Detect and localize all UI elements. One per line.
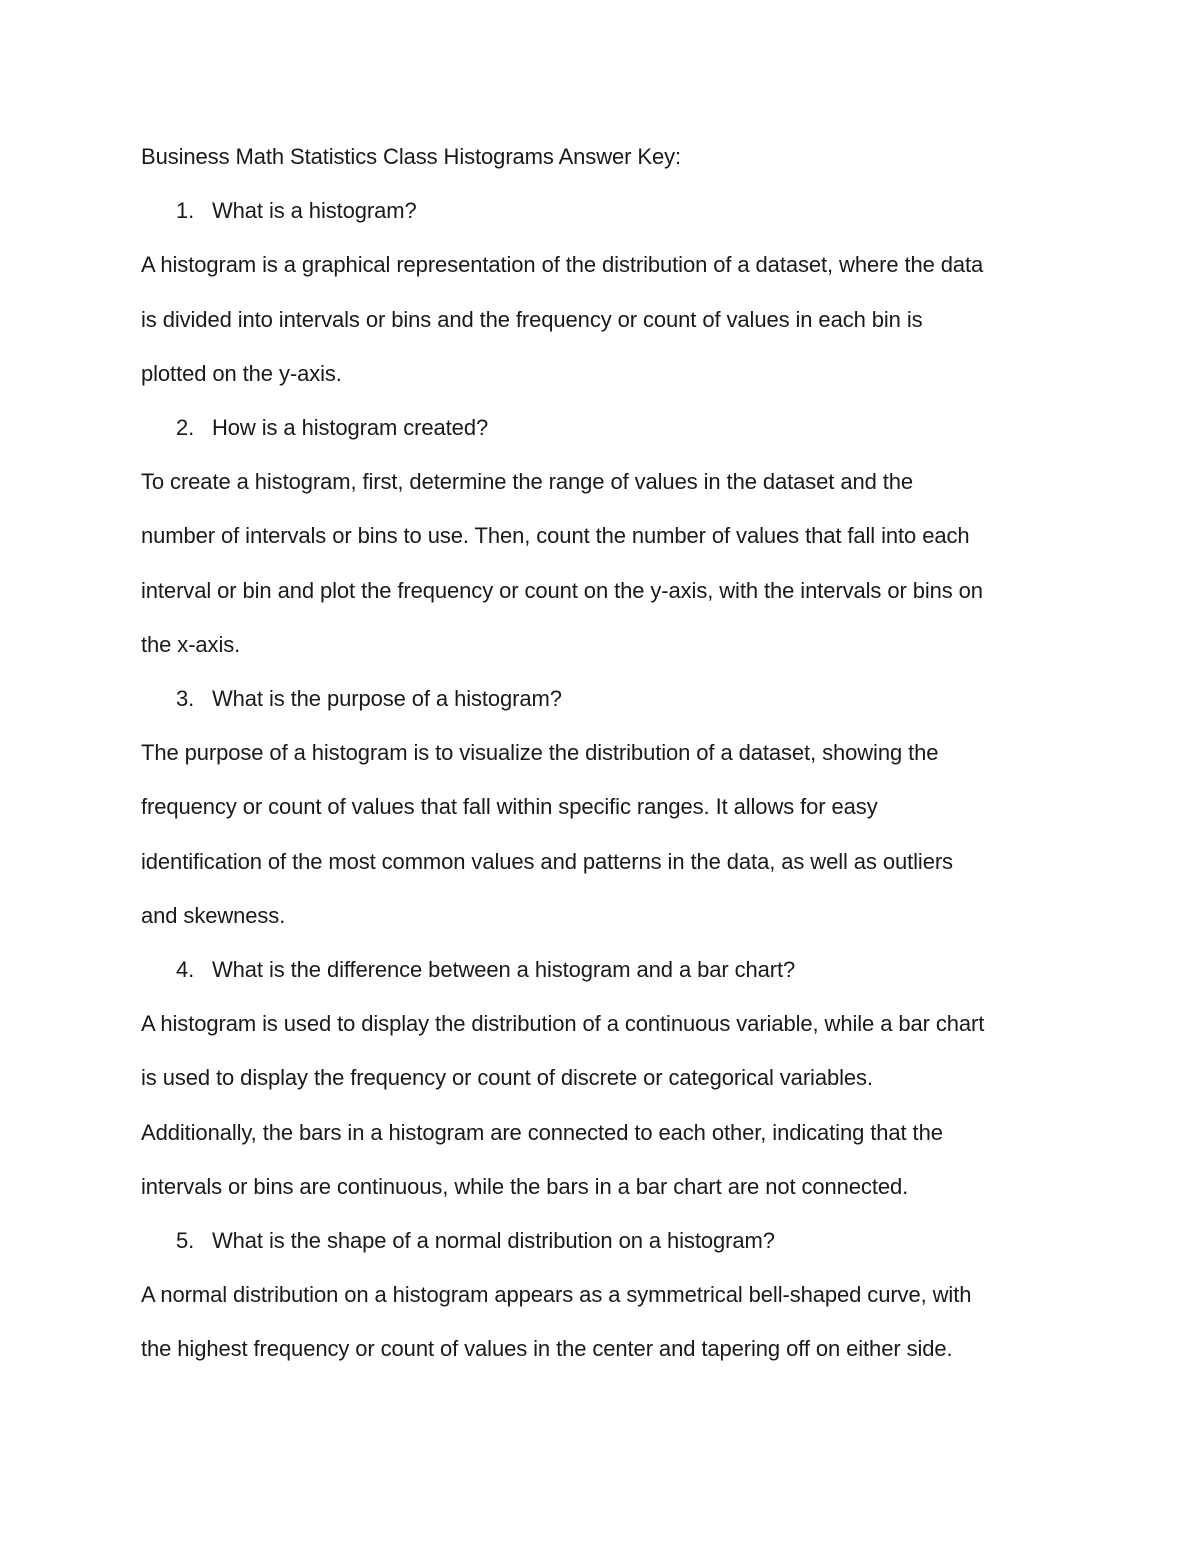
question-3 xyxy=(141,672,1071,726)
question-text: How is a histogram created? xyxy=(212,415,489,441)
answer-line: interval or bin and plot the frequency or count on the y-axis, with the intervals or bins on xyxy=(141,577,983,603)
answer-5 xyxy=(141,1268,1071,1376)
answer-line: Additionally, the bars in a histogram are connected to each other, indicating that the xyxy=(141,1119,943,1145)
document-title: Business Math Statistics Class Histograms Answer Key: xyxy=(141,144,681,169)
answer-line: the highest frequency or count of values in the center and tapering off on either side. xyxy=(141,1336,953,1362)
answer-line: To create a histogram, first, determine the range of values in the dataset and the xyxy=(141,469,914,495)
answer-line: is used to display the frequency or count of discrete or categorical variables. xyxy=(141,1065,873,1091)
question-text: What is the difference between a histogram and a bar chart? xyxy=(212,957,796,983)
question-text: What is a histogram? xyxy=(212,198,417,224)
answer-line: The purpose of a histogram is to visualize the distribution of a dataset, showing the xyxy=(141,740,939,766)
answer-line: frequency or count of values that fall within specific ranges. It allows for easy xyxy=(141,794,878,820)
answer-line: is divided into intervals or bins and the frequency or count of values in each bin is xyxy=(141,306,923,332)
question-number: 5. xyxy=(176,1228,195,1254)
question-number: 4. xyxy=(176,957,195,983)
answer-line: the x-axis. xyxy=(141,631,241,657)
question-text: What is the shape of a normal distribution on a histogram? xyxy=(212,1228,775,1254)
answer-line: intervals or bins are continuous, while the bars in a bar chart are not connected. xyxy=(141,1173,909,1199)
question-number: 1. xyxy=(176,198,195,224)
question-number: 3. xyxy=(176,686,195,712)
answer-line: identification of the most common values and patterns in the data, as well as outliers xyxy=(141,848,953,874)
answer-2 xyxy=(141,455,1071,672)
answer-line: and skewness. xyxy=(141,902,286,928)
answer-line: A histogram is a graphical representation of the distribution of a dataset, where the data xyxy=(141,252,984,278)
question-1 xyxy=(141,184,1071,238)
answer-3 xyxy=(141,726,1071,943)
question-4 xyxy=(141,943,1071,997)
answer-line: A normal distribution on a histogram appears as a symmetrical bell-shaped curve, with xyxy=(141,1282,972,1308)
answer-1 xyxy=(141,238,1071,401)
answer-line: A histogram is used to display the distribution of a continuous variable, while a bar chart xyxy=(141,1011,985,1037)
answer-4 xyxy=(141,997,1071,1214)
question-2 xyxy=(141,401,1071,455)
question-text: What is the purpose of a histogram? xyxy=(212,686,562,712)
document-body xyxy=(141,130,1071,1377)
question-number: 2. xyxy=(176,415,195,441)
answer-line: number of intervals or bins to use. Then, count the number of values that fall into each xyxy=(141,523,970,549)
answer-line: plotted on the y-axis. xyxy=(141,360,342,386)
question-5 xyxy=(141,1214,1071,1268)
